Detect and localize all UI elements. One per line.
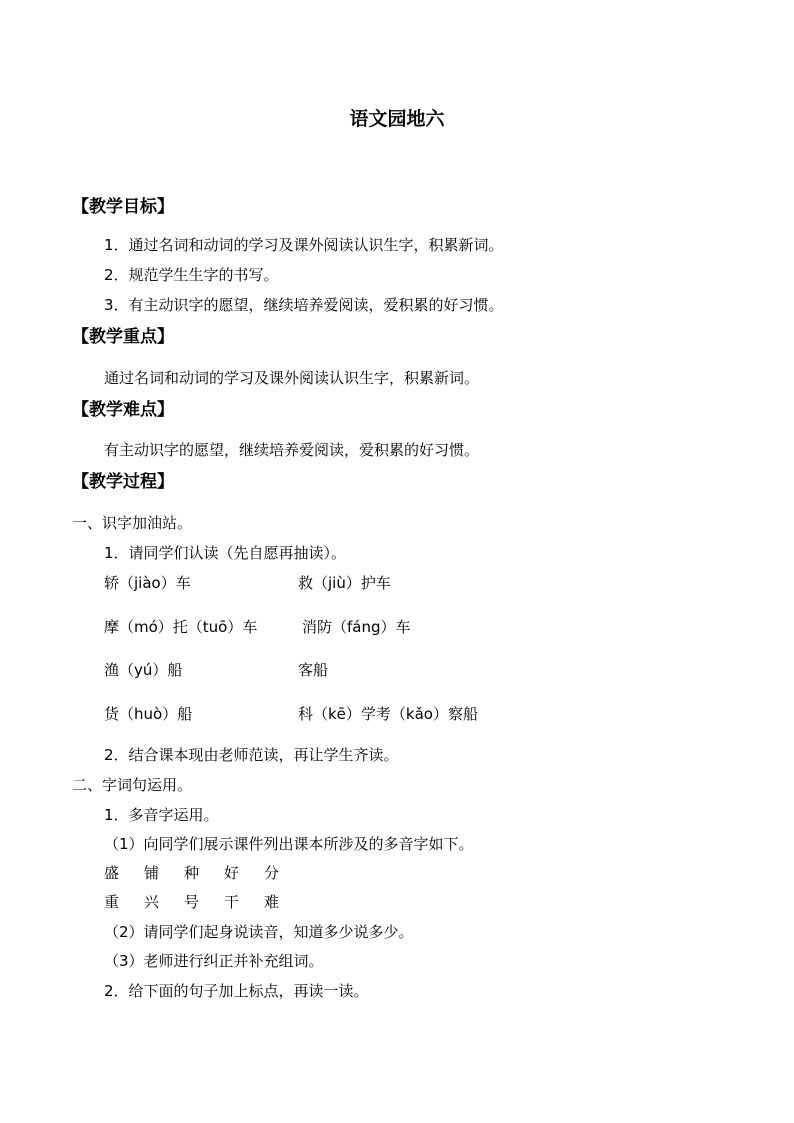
- part2-sub1: （1）向同学们展示课件列出课本所涉及的多音字如下。: [104, 835, 474, 853]
- word-item: 消防（fáng）车: [302, 618, 411, 636]
- polyphonic-char: 干: [224, 893, 240, 911]
- word-item: 科（kē）学考（kǎo）察船: [298, 705, 478, 723]
- objective-item: 1．通过名词和动词的学习及课外阅读认识生字，积累新词。: [104, 236, 504, 254]
- word-item: 救（jiù）护车: [298, 574, 391, 592]
- polyphonic-row-2: [104, 892, 304, 912]
- polyphonic-char: 难: [264, 893, 280, 911]
- polyphonic-char: 号: [184, 893, 200, 911]
- key-point-text: 通过名词和动词的学习及课外阅读认识生字，积累新词。: [104, 369, 480, 387]
- word-item: 轿（jiào）车: [104, 574, 191, 592]
- polyphonic-char: 重: [104, 893, 120, 911]
- part1-heading: 一、识字加油站。: [72, 514, 193, 532]
- polyphonic-char: 盛: [104, 864, 120, 882]
- polyphonic-char: 种: [184, 864, 200, 882]
- part2-step2: 2．给下面的句子加上标点，再读一读。: [104, 982, 369, 1000]
- polyphonic-char: 好: [224, 864, 240, 882]
- difficulty-text: 有主动识字的愿望，继续培养爱阅读，爱积累的好习惯。: [104, 441, 480, 459]
- objective-item: 2．规范学生生字的书写。: [104, 266, 279, 284]
- part2-heading: 二、字词句运用。: [72, 776, 193, 794]
- polyphonic-row-1: [104, 863, 304, 883]
- word-item: 货（huò）船: [104, 705, 193, 723]
- key-point-heading: 【教学重点】: [72, 327, 174, 347]
- page-title: 语文园地六: [349, 108, 445, 130]
- part1-step1: 1．请同学们认读（先自愿再抽读）。: [104, 544, 347, 562]
- polyphonic-char: 兴: [144, 893, 160, 911]
- word-item: 摩（mó）托（tuō）车: [104, 618, 258, 636]
- objective-item: 3．有主动识字的愿望，继续培养爱阅读，爱积累的好习惯。: [104, 296, 504, 314]
- difficulty-heading: 【教学难点】: [72, 400, 174, 420]
- part1-step2: 2．结合课本现由老师范读，再让学生齐读。: [104, 746, 399, 764]
- objectives-heading: 【教学目标】: [72, 197, 174, 217]
- polyphonic-char: 铺: [144, 864, 160, 882]
- part2-sub2: （2）请同学们起身说读音，知道多少说多少。: [104, 923, 414, 941]
- part2-sub3: （3）老师进行纠正并补充组词。: [104, 952, 324, 970]
- polyphonic-char: 分: [264, 864, 280, 882]
- part2-step1: 1．多音字运用。: [104, 806, 219, 824]
- word-item: 渔（yú）船: [104, 661, 183, 679]
- word-item: 客船: [298, 661, 329, 679]
- process-heading: 【教学过程】: [72, 472, 174, 492]
